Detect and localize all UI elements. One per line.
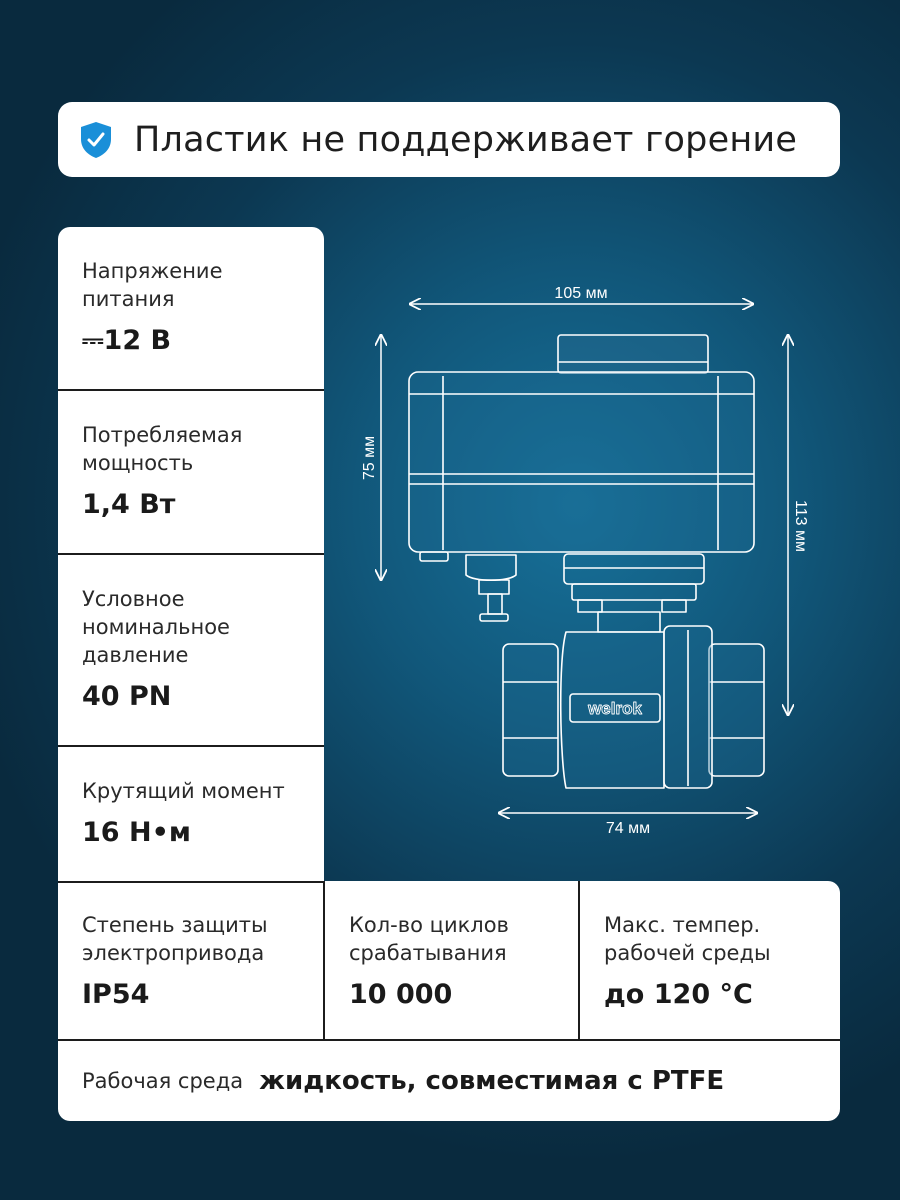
working-medium-row	[58, 1041, 840, 1121]
medium-value: жидкость, совместимая с PTFE	[259, 1066, 725, 1096]
shield-check-icon	[78, 120, 114, 160]
medium-label: Рабочая среда	[82, 1069, 244, 1093]
spec-label: Кол-во циклов срабатывания	[349, 913, 509, 965]
spec-label: Условное номинальное давление	[82, 587, 230, 667]
dimension-width-top-label: 105 мм	[554, 285, 608, 302]
spec-pressure	[58, 555, 324, 745]
spec-value: IP54	[82, 979, 150, 1010]
dimension-height-left	[361, 335, 381, 580]
spec-value: 10 000	[349, 979, 453, 1010]
spec-value: до 120 °С	[604, 979, 753, 1010]
brand-logo: welrok	[588, 699, 642, 718]
banner-text: Пластик не поддерживает горение	[134, 119, 798, 160]
spec-label: Макс. темпер. рабочей среды	[604, 913, 771, 965]
dimension-width-top	[410, 285, 753, 304]
bottom-specs-row	[58, 881, 840, 1039]
spec-label: Потребляемая мощность	[82, 423, 243, 475]
spec-temperature	[580, 881, 840, 1039]
spec-value: 16 Н•м	[82, 817, 191, 848]
dimension-width-bottom-label: 74 мм	[605, 820, 651, 837]
spec-label: Крутящий момент	[82, 779, 285, 803]
spec-value: ⎓12 В	[82, 325, 172, 356]
actuator-housing	[409, 335, 754, 632]
dimension-height-right	[788, 335, 809, 715]
spec-label: Степень защиты электропривода	[82, 913, 268, 965]
spec-value: 40 PN	[82, 681, 172, 712]
spec-value: 1,4 Вт	[82, 489, 176, 520]
dimension-width-bottom	[499, 813, 757, 837]
spec-label: Напряжение питания	[82, 259, 223, 311]
spec-torque	[58, 747, 324, 881]
specs-column	[58, 227, 324, 881]
spec-cycles	[325, 881, 578, 1039]
spec-power	[58, 391, 324, 553]
dimension-height-right-label: 113 мм	[792, 500, 809, 552]
fire-safety-banner	[58, 102, 840, 177]
valve-body	[503, 626, 764, 788]
valve-drawing	[340, 270, 820, 850]
dimension-height-left-label: 75 мм	[361, 435, 378, 481]
spec-protection	[58, 881, 324, 1039]
spec-voltage	[58, 227, 324, 389]
